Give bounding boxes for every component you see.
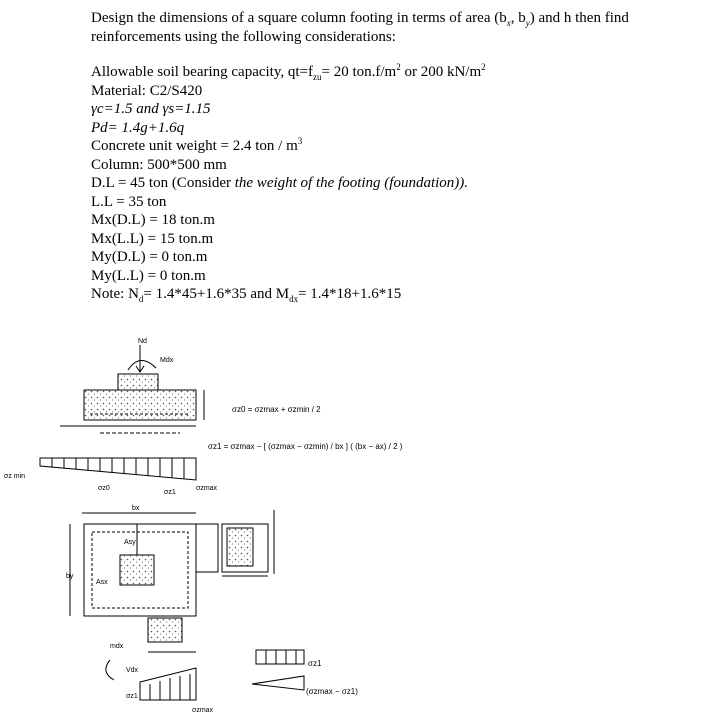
bx-sub: x [506,18,511,28]
pressure-decompose [252,650,304,690]
soil-capacity: Allowable soil bearing capacity, $qt=f_{zu}= 20$ $ton.f/m^2$ or 200 $kN/m^2$ [91,62,486,82]
material: Material: C2/S420 [91,82,203,99]
my-dead: My(D.L) = 0 ton.m [91,249,208,265]
intro-sep: , b [510,10,526,26]
concrete-weight: Concrete unit weight = 2.4 ton / $m^3$ [91,136,303,154]
mx-dead: Mx(D.L) = 18 ton.m [91,212,215,228]
moment-arc-icon [106,660,114,680]
uniform-block [256,650,304,664]
asx-label: Asx [96,579,108,586]
sigma-z0-label: σz0 [98,485,110,492]
by-label: by [66,573,74,580]
plan-view [70,513,196,616]
punching-column [148,618,182,642]
design-load: Pd= 1.4g+1.6q [91,119,185,136]
intro-line1: Design the dimensions of a square column footing in terms of area (b [91,10,507,26]
section-column [227,528,253,566]
dead-load: D.L = 45 ton (Consider the weight of the footing (foundation)). [91,175,469,191]
mx-live: Mx(L.L) = 15 ton.m [91,230,214,247]
live-load: L.L = 35 ton [91,193,167,210]
sigma-z1-label: σz1 [164,489,176,496]
column-plan [120,555,154,585]
pressure-diagram [40,458,196,480]
sigma-zmax-bottom: σzmax [192,707,214,714]
formula-sigma-z1: σz1 = σzmax − [ (σzmax − σzmin) / bx ] ( (bx − ax) / 2 ) [208,442,403,451]
nd-label: Nd [138,338,147,345]
intro-line2: reinforcements using the following considerations: [91,29,396,45]
side-section [196,510,274,576]
sigma-z1-bottom: σz1 [126,693,138,700]
column-size: Column: 500*500 mm [91,156,227,173]
by-sub: y [525,18,530,28]
formula-sigma-z0: σz0 = σzmax + σzmin / 2 [232,405,321,414]
pressure-diff-label: (σzmax − σz1) [306,687,358,696]
note: Note: $N_d= 1.4*45+1.6*35$ and $M_{dx}= 1.4*18+1.6*15$ [91,286,402,304]
sigma-zmin-label: σz min [4,473,26,480]
elevation-view [40,345,204,480]
safety-factors: γc=1.5 and γs=1.15 [91,101,211,117]
shear-detail [106,618,196,700]
shear-pressure [140,668,196,700]
section-strip [196,524,218,572]
intro-line1-end: ) and h then find [529,10,629,26]
asy-label: Asy [124,539,136,546]
triangle-block [252,676,304,690]
sigma-zmax-label: σzmax [196,485,218,492]
sigma-z1-right: σz1 [308,659,322,668]
mdx-small-label: mdx [110,643,124,650]
vdx-label: Vdx [126,667,139,674]
mdx-label: Mdx [160,357,174,364]
my-live: My(L.L) = 0 ton.m [91,267,206,284]
bx-label: bx [132,505,140,512]
footing-section [84,390,196,420]
